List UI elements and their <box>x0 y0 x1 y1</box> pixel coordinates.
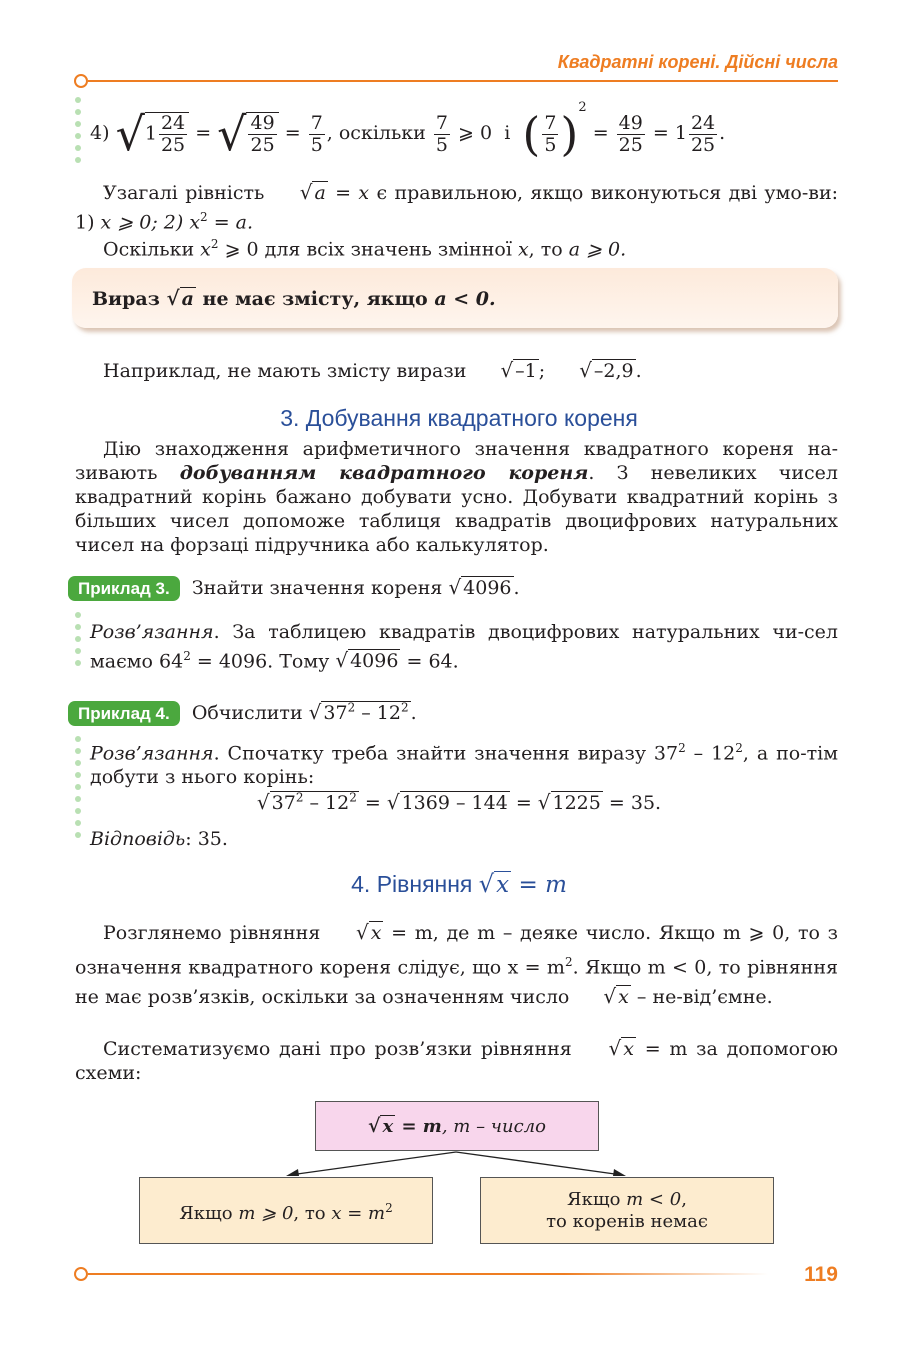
example-3-solution: Розв’язання. За таблицею квадратів двоцифрових натуральних чи-сел маємо $64^2 = 4096$. Тому √ 4096 = 64. <box>90 621 838 673</box>
paragraph-systematize: Систематизуємо дані про розв’язки рівняння √ x = m за допомогою схеми: <box>75 1036 838 1084</box>
paragraph-equation-analysis: Розглянемо рівняння √ x = m, де m – деяке число. Якщо m ⩾ 0, то з означення квадратного кореня слідує, що $x = m^2$. Якщо m < 0, то рівняння не має розв’язків, оскільки за означенням число √ x – не-від’ємне. <box>75 920 838 1009</box>
example-4-row: Приклад 4. Обчислити √ $37^2 - 12^2$ . <box>68 700 417 724</box>
paragraph-nonnegative: Оскільки $x^2$ ⩾ 0 для всіх значень змінної x, то a ⩾ 0. <box>103 237 627 261</box>
example-3-badge: Приклад 3. <box>68 576 180 601</box>
solution-dots <box>75 97 81 169</box>
definition-callout <box>72 268 838 328</box>
section-4-title: 4. Рівняння √x = m <box>351 870 567 898</box>
example-4-answer: Відповідь: 35. <box>90 828 228 850</box>
paragraph-extraction: Дію знаходження арифметичного значення квадратного кореня на-зивають добуванням квадратного кореня. З невеликих чисел квадратний корінь бажано добувати усно. Добувати квадратний корінь з більших чисел допоможе таблиця квадратів двоцифрових натуральних чисел на форзаці підручника або калькулятор. <box>75 438 838 556</box>
page-number: 119 <box>804 1263 838 1286</box>
section-3-title: 3. Добування квадратного кореня <box>280 405 638 431</box>
top-rule <box>88 80 838 82</box>
example-4-badge: Приклад 4. <box>68 701 180 726</box>
solution-dots <box>75 612 81 672</box>
paragraph-examples-meaningless: Наприклад, не мають змісту вирази √ –1 ; √ –2,9 . <box>103 358 642 382</box>
example-3-row: Приклад 3. Знайти значення кореня √ 4096 . <box>68 575 520 599</box>
paragraph-general-equality: Узагалі рівність √ a = x є правильною, якщо виконуються дві умо-ви: 1) x ⩾ 0; 2) $x^2 = a$. <box>75 180 839 234</box>
example-4-computation: √ $37^2 - 12^2$ = √ 1369 – 144 = √ 1225 = 35. <box>256 790 662 814</box>
callout-text: Вираз √ a не має змісту, якщо a < 0. <box>92 286 496 310</box>
scheme-top-box: √ x = m, m – число <box>315 1101 599 1151</box>
item-4-formula: 4) √1 $\frac{24}{25}$ = √ $\frac{49}{25}$ = $\frac{7}{5}$ , оскільки $\frac{7}{5}$ ⩾ 0 і ( $\frac{7}{5}$ )$^2$ = $\frac{49}{25}$ = 1 $\frac{24}{25}$ . <box>90 100 726 161</box>
example-4-solution: Розв’язання. Спочатку треба знайти значення виразу $37^2 - 12^2$, а по-тім добути з нього корінь: <box>90 741 839 789</box>
running-title: Квадратні корені. Дійсні числа <box>557 52 838 72</box>
scheme-right-box: Якщо m < 0, то коренів немає <box>480 1177 774 1244</box>
scheme-arrows <box>280 1148 640 1180</box>
bottom-rule <box>88 1273 768 1275</box>
top-rule-circle <box>74 74 88 88</box>
bottom-rule-circle <box>74 1267 88 1281</box>
scheme-left-box: Якщо m ⩾ 0, то $x = m^2$ <box>139 1177 433 1244</box>
